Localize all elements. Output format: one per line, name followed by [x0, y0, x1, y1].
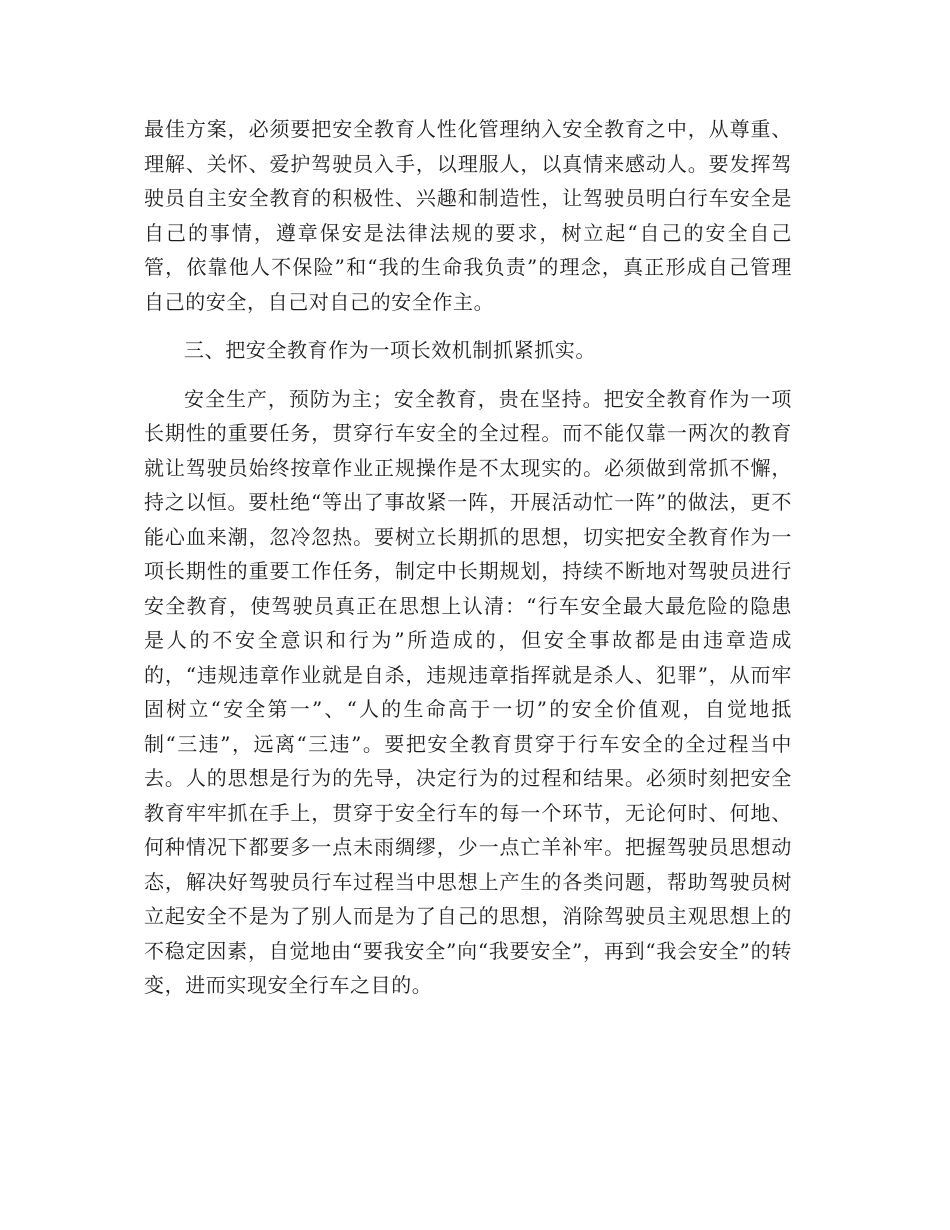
paragraph-continued-intro: 最佳方案，必须要把安全教育人性化管理纳入安全教育之中，从尊重、理解、关怀、爱护驾驶员入手，以理服人，以真情来感动人。要发挥驾驶员自主安全教育的积极性、兴趣和制造性，让驾驶员明白行车安全是自己的事情，遵章保安是法律法规的要求，树立起“自己的安全自己管，依靠他人不保险”和“我的生命我负责”的理念，真正形成自己管理自己的安全，自己对自己的安全作主。: [144, 117, 792, 314]
section-heading-three: 三、把安全教育作为一项长效机制抓紧抓实。: [184, 338, 596, 362]
paragraph-long-term-education: 安全生产，预防为主；安全教育，贵在坚持。把安全教育作为一项长期性的重要任务，贯穿行车安全的全过程。而不能仅靠一两次的教育就让驾驶员始终按章作业正规操作是不太现实的。必须做到常抓不懈，持之以恒。要杜绝“等出了事故紧一阵，开展活动忙一阵”的做法，更不能心血来潮，忽冷忽热。要树立长期抓的思想，切实把安全教育作为一项长期性的重要工作任务，制定中长期规划，持续不断地对驾驶员进行安全教育，使驾驶员真正在思想上认清：“行车安全最大最危险的隐患是人的不安全意识和行为”所造成的，但安全事故都是由违章造成的，“违规违章作业就是自杀，违规违章指挥就是杀人、犯罪”，从而牢固树立“安全第一”、“人的生命高于一切”的安全价值观，自觉地抵制“三违”，远离“三违”。要把安全教育贯穿于行车安全的全过程当中去。人的思想是行为的先导，决定行为的过程和结果。必须时刻把安全教育牢牢抓在手上，贯穿于安全行车的每一个环节，无论何时、何地、何种情况下都要多一点未雨绸缪，少一点亡羊补牢。把握驾驶员思想动态，解决好驾驶员行车过程当中思想上产生的各类问题，帮助驾驶员树立起安全不是为了别人而是为了自己的思想，消除驾驶员主观思想上的不稳定因素，自觉地由“要我安全”向“我要安全”，再到“我会安全”的转变，进而实现安全行车之目的。: [144, 386, 792, 997]
